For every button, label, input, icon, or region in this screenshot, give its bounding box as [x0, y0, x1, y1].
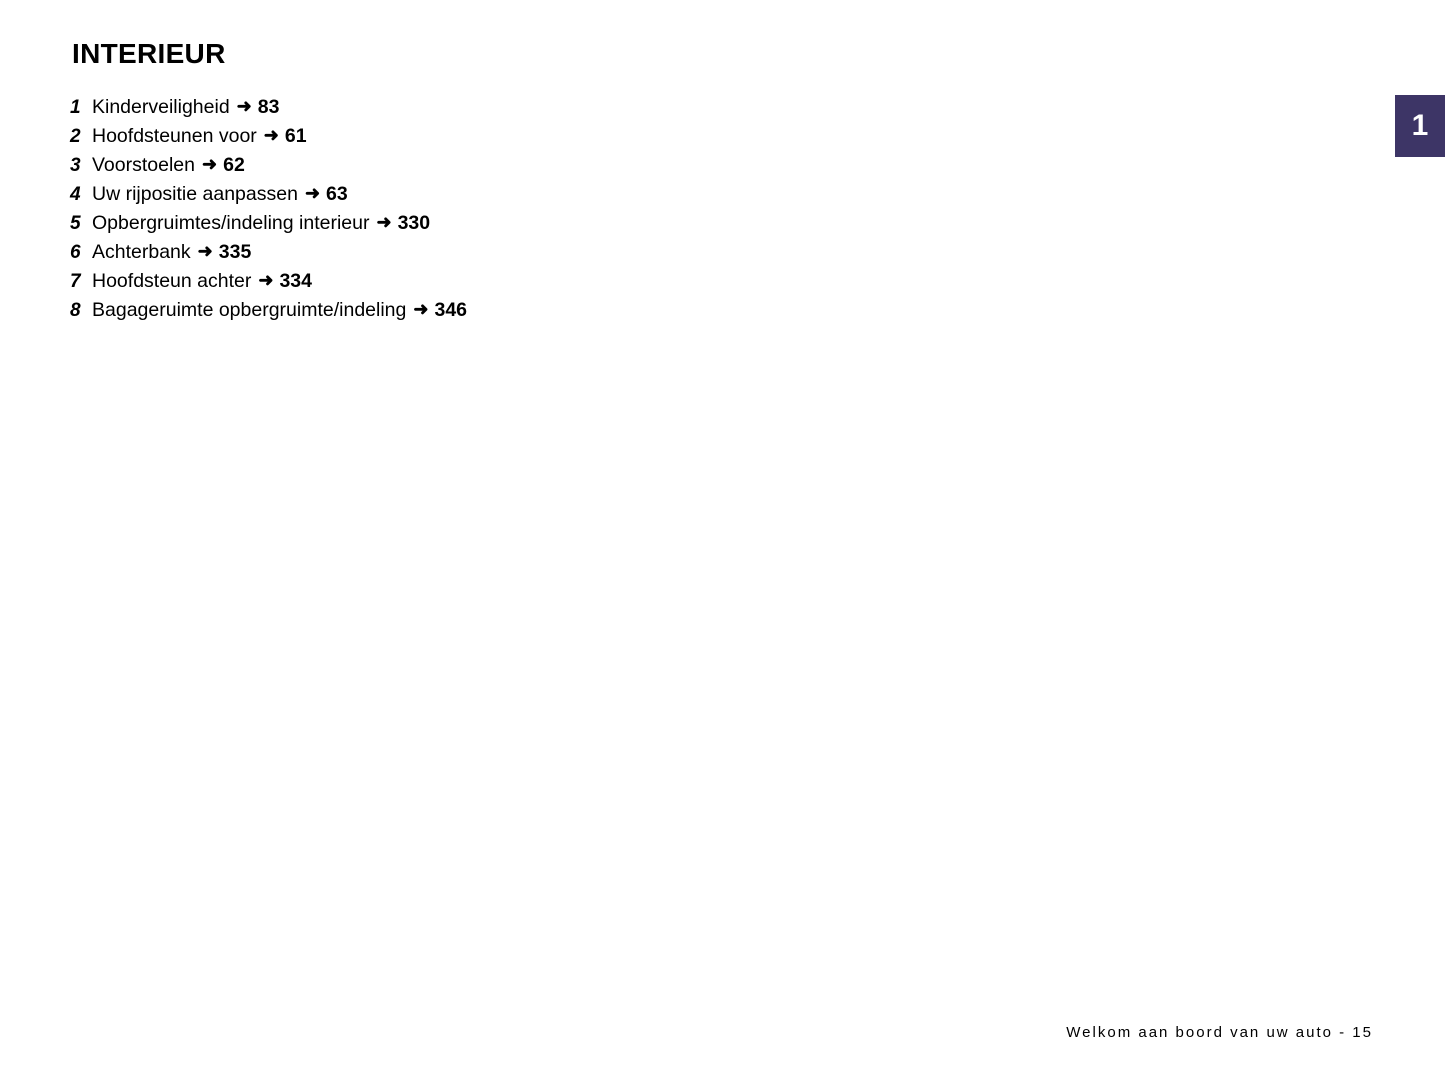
list-item-number: 8	[70, 300, 81, 321]
list-item-number: 5	[70, 213, 81, 234]
list-item-number: 6	[70, 242, 81, 263]
list-item[interactable]	[70, 301, 1070, 321]
list-item-label: Hoofdsteun achter	[92, 270, 252, 292]
list-item[interactable]	[70, 185, 1070, 205]
list-item-page: 62	[223, 154, 245, 176]
list-item-number: 7	[70, 271, 81, 292]
list-item[interactable]	[70, 214, 1070, 234]
list-item-label: Bagageruimte opbergruimte/indeling	[92, 299, 407, 321]
list-item-label: Kinderveiligheid	[92, 96, 230, 118]
list-item[interactable]	[70, 272, 1070, 292]
list-item-label: Hoofdsteunen voor	[92, 125, 257, 147]
list-item-number: 1	[70, 97, 81, 118]
list-item-label: Uw rijpositie aanpassen	[92, 183, 298, 205]
list-item[interactable]	[70, 98, 1070, 118]
table-of-contents	[70, 98, 1070, 330]
list-item[interactable]	[70, 243, 1070, 263]
arrow-icon: ➜	[376, 212, 392, 232]
list-item-page: 61	[284, 125, 307, 147]
list-item-number: 2	[70, 126, 81, 147]
arrow-icon: ➜	[202, 154, 218, 174]
arrow-icon: ➜	[304, 183, 321, 203]
list-item-page: 330	[397, 212, 431, 234]
arrow-icon: ➜	[236, 96, 252, 116]
list-item-page: 335	[218, 241, 252, 263]
list-item-page: 63	[326, 183, 348, 205]
list-item-number: 4	[70, 184, 81, 205]
arrow-icon: ➜	[197, 241, 213, 261]
list-item[interactable]	[70, 156, 1070, 176]
list-item-number: 3	[70, 155, 81, 176]
arrow-icon: ➜	[263, 125, 279, 145]
chapter-tab	[1395, 95, 1445, 157]
chapter-tab-number: 1	[1411, 109, 1429, 142]
list-item-label: Opbergruimtes/indeling interieur	[92, 212, 370, 234]
page-footer: Welkom aan boord van uw auto - 15	[1066, 1024, 1373, 1041]
list-item-page: 83	[257, 96, 280, 118]
page-title: INTERIEUR	[72, 38, 226, 69]
list-item-page: 346	[434, 299, 468, 321]
list-item[interactable]	[70, 127, 1070, 147]
list-item-label: Achterbank	[92, 241, 191, 263]
arrow-icon: ➜	[413, 299, 429, 319]
list-item-label: Voorstoelen	[92, 154, 195, 176]
list-item-page: 334	[279, 270, 312, 292]
arrow-icon: ➜	[258, 270, 274, 290]
